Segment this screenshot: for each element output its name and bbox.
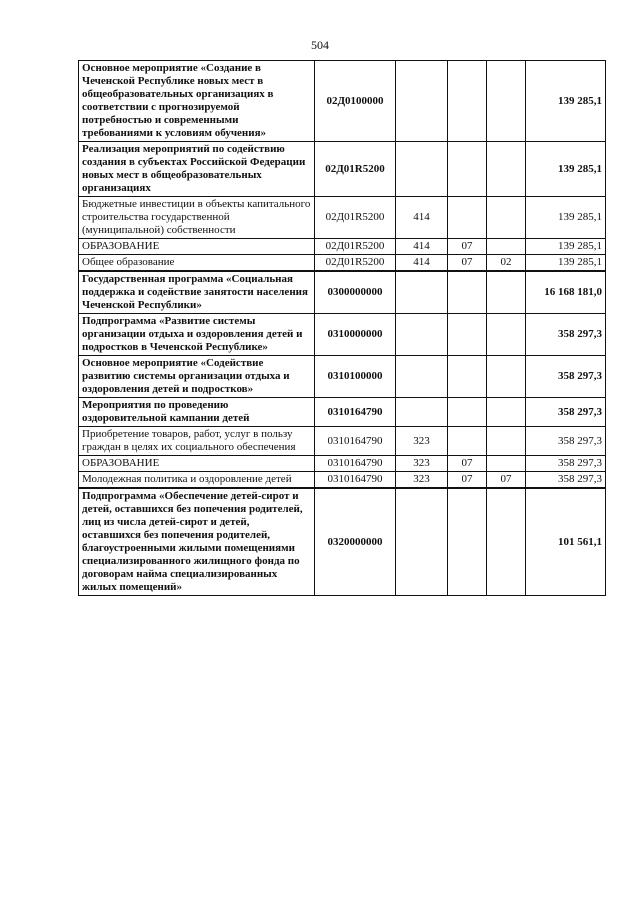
- row-code-cell: 02Д01R5200: [315, 197, 396, 239]
- row-subsection-cell: [487, 239, 526, 255]
- row-expense-type-cell: [396, 61, 448, 142]
- table-row: [79, 239, 606, 255]
- row-amount-cell: 16 168 181,0: [526, 271, 606, 314]
- row-amount-cell: 139 285,1: [526, 239, 606, 255]
- row-section-cell: 07: [448, 239, 487, 255]
- row-name-cell: ОБРАЗОВАНИЕ: [79, 239, 315, 255]
- row-amount-cell: 358 297,3: [526, 356, 606, 398]
- row-subsection-cell: [487, 271, 526, 314]
- row-code-cell: 02Д0100000: [315, 61, 396, 142]
- row-name-cell: Основное мероприятие «Создание в Чеченской Республике новых мест в общеобразовательных организациях в соответствии с прогнозируемой потребностью и современными требованиями к условиям обучения»: [79, 61, 315, 142]
- table-row: [79, 472, 606, 489]
- row-amount-cell: 358 297,3: [526, 427, 606, 456]
- row-subsection-cell: 02: [487, 255, 526, 272]
- row-section-cell: [448, 142, 487, 197]
- row-section-cell: 07: [448, 472, 487, 489]
- table-row: [79, 271, 606, 314]
- row-code-cell: 0310000000: [315, 314, 396, 356]
- table-row: [79, 398, 606, 427]
- row-section-cell: 07: [448, 456, 487, 472]
- row-expense-type-cell: [396, 271, 448, 314]
- row-name-cell: Реализация мероприятий по содействию создания в субъектах Российской Федерации новых мест в общеобразовательных организациях: [79, 142, 315, 197]
- row-section-cell: [448, 398, 487, 427]
- row-subsection-cell: [487, 314, 526, 356]
- row-code-cell: 0310164790: [315, 472, 396, 489]
- row-name-cell: Мероприятия по проведению оздоровительной кампании детей: [79, 398, 315, 427]
- row-amount-cell: 358 297,3: [526, 398, 606, 427]
- table-row: [79, 61, 606, 142]
- row-subsection-cell: [487, 197, 526, 239]
- row-code-cell: 0310164790: [315, 398, 396, 427]
- table-row: [79, 356, 606, 398]
- row-name-cell: Подпрограмма «Обеспечение детей-сирот и детей, оставшихся без попечения родителей, лиц из числа детей-сирот и детей, оставшихся без попечения родителей, благоустроенными жилыми помещениями специализированного жилищного фонда по договорам найма специализированных жилых помещений»: [79, 488, 315, 596]
- row-code-cell: 0310164790: [315, 427, 396, 456]
- row-code-cell: 02Д01R5200: [315, 239, 396, 255]
- page-number: 504: [311, 38, 329, 52]
- row-subsection-cell: [487, 456, 526, 472]
- row-section-cell: [448, 271, 487, 314]
- table-row: [79, 314, 606, 356]
- row-amount-cell: 139 285,1: [526, 197, 606, 239]
- row-expense-type-cell: [396, 488, 448, 596]
- row-name-cell: ОБРАЗОВАНИЕ: [79, 456, 315, 472]
- row-expense-type-cell: 414: [396, 197, 448, 239]
- row-name-cell: Приобретение товаров, работ, услуг в пользу граждан в целях их социального обеспечения: [79, 427, 315, 456]
- budget-table: [78, 60, 606, 596]
- row-amount-cell: 139 285,1: [526, 142, 606, 197]
- row-subsection-cell: [487, 142, 526, 197]
- row-amount-cell: 358 297,3: [526, 456, 606, 472]
- row-expense-type-cell: [396, 398, 448, 427]
- row-section-cell: [448, 356, 487, 398]
- row-amount-cell: 139 285,1: [526, 255, 606, 272]
- row-subsection-cell: [487, 398, 526, 427]
- row-expense-type-cell: 414: [396, 239, 448, 255]
- row-name-cell: Подпрограмма «Развитие системы организации отдыха и оздоровления детей и подростков в Чеченской Республике»: [79, 314, 315, 356]
- row-amount-cell: 358 297,3: [526, 314, 606, 356]
- row-subsection-cell: [487, 427, 526, 456]
- table-row: [79, 142, 606, 197]
- row-subsection-cell: [487, 356, 526, 398]
- table-row: [79, 456, 606, 472]
- row-code-cell: 0300000000: [315, 271, 396, 314]
- row-name-cell: Основное мероприятие «Содействие развитию системы организации отдыха и оздоровления детей и подростков»: [79, 356, 315, 398]
- row-subsection-cell: [487, 488, 526, 596]
- table-row: [79, 427, 606, 456]
- row-name-cell: Государственная программа «Социальная поддержка и содействие занятости населения Чеченской Республики»: [79, 271, 315, 314]
- row-subsection-cell: 07: [487, 472, 526, 489]
- table-row: [79, 197, 606, 239]
- row-section-cell: [448, 197, 487, 239]
- row-subsection-cell: [487, 61, 526, 142]
- row-section-cell: 07: [448, 255, 487, 272]
- row-expense-type-cell: [396, 314, 448, 356]
- table-row: [79, 255, 606, 272]
- row-expense-type-cell: [396, 356, 448, 398]
- row-code-cell: 02Д01R5200: [315, 255, 396, 272]
- row-section-cell: [448, 427, 487, 456]
- row-code-cell: 02Д01R5200: [315, 142, 396, 197]
- row-expense-type-cell: [396, 142, 448, 197]
- row-code-cell: 0320000000: [315, 488, 396, 596]
- row-amount-cell: 358 297,3: [526, 472, 606, 489]
- row-expense-type-cell: 323: [396, 456, 448, 472]
- row-name-cell: Общее образование: [79, 255, 315, 272]
- row-name-cell: Бюджетные инвестиции в объекты капитального строительства государственной (муниципальной) собственности: [79, 197, 315, 239]
- row-expense-type-cell: 414: [396, 255, 448, 272]
- row-expense-type-cell: 323: [396, 427, 448, 456]
- row-code-cell: 0310164790: [315, 456, 396, 472]
- row-code-cell: 0310100000: [315, 356, 396, 398]
- row-section-cell: [448, 61, 487, 142]
- row-expense-type-cell: 323: [396, 472, 448, 489]
- row-amount-cell: 139 285,1: [526, 61, 606, 142]
- row-section-cell: [448, 488, 487, 596]
- row-name-cell: Молодежная политика и оздоровление детей: [79, 472, 315, 489]
- budget-table-body: [79, 61, 606, 596]
- row-section-cell: [448, 314, 487, 356]
- row-amount-cell: 101 561,1: [526, 488, 606, 596]
- table-row: [79, 488, 606, 596]
